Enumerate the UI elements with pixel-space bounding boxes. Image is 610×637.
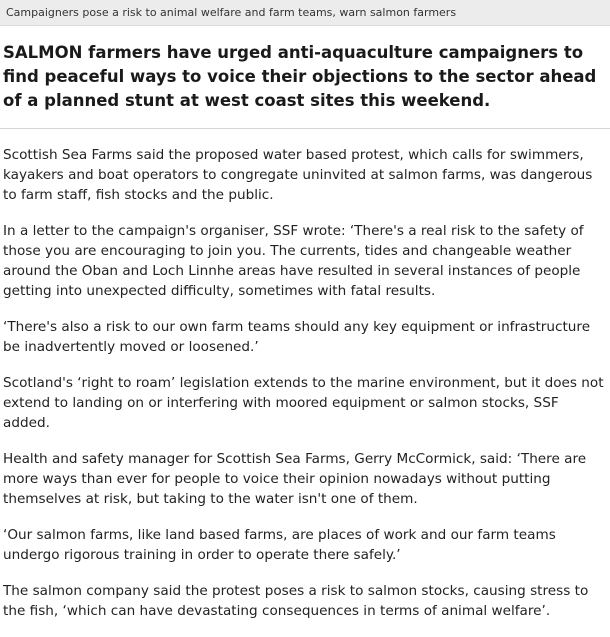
divider bbox=[0, 128, 610, 129]
article-paragraph: ‘There's also a risk to our own farm teams should any key equipment or infrastructure be inadvertently moved or loosened.’ bbox=[3, 319, 591, 355]
article-paragraph: ‘Our salmon farms, like land based farms, are places of work and our farm teams undergo rigorous training in order to operate there safely.’ bbox=[3, 527, 556, 563]
article-paragraph: Health and safety manager for Scottish Sea Farms, Gerry McCormick, said: ‘There are more ways than ever for people to voice their opinion nowadays without putting themselves at risk, but taking to the water isn't one of them. bbox=[3, 451, 587, 507]
article-paragraph: Scotland's ‘right to roam’ legislation extends to the marine environment, but it does not extend to landing on or interfering with moored equipment or salmon stocks, SSF added. bbox=[3, 375, 604, 431]
image-caption: Campaigners pose a risk to animal welfare and farm teams, warn salmon farmers bbox=[6, 6, 457, 19]
article-body bbox=[3, 145, 607, 637]
article-paragraph: In a letter to the campaign's organiser, SSF wrote: ‘There's a real risk to the safety of those you are encouraging to join you. The currents, tides and changeable weather around the Oban and Loch Linnhe areas have resulted in several instances of people getting into unexpected difficulty, sometimes with fatal results. bbox=[3, 223, 584, 299]
article-paragraph: The salmon company said the protest poses a risk to salmon stocks, causing stress to the fish, ‘which can have devastating consequences in terms of animal welfare’. bbox=[3, 583, 589, 619]
image-caption-bar bbox=[0, 0, 610, 26]
article-standfirst: SALMON farmers have urged anti-aquaculture campaigners to find peaceful ways to voice their objections to the sector ahead of a planned stunt at west coast sites this weekend. bbox=[3, 43, 597, 110]
article-paragraph: Scottish Sea Farms said the proposed water based protest, which calls for swimmers, kayakers and boat operators to congregate uninvited at salmon farms, was dangerous to farm staff, fish stocks and the public. bbox=[3, 147, 593, 203]
